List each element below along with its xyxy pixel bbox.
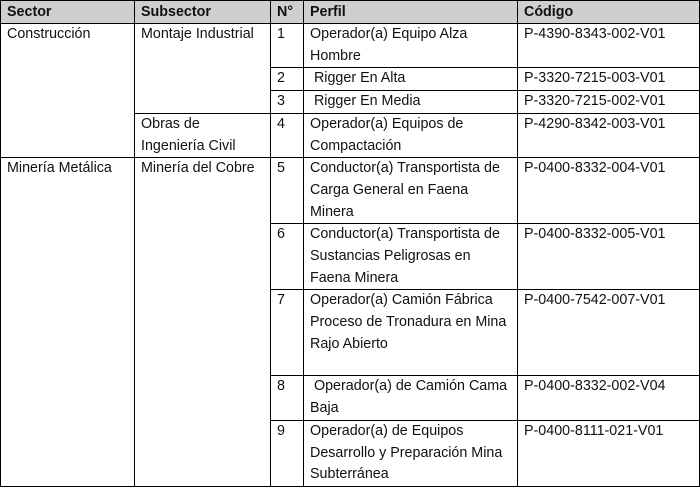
number-cell: 4	[271, 113, 304, 157]
number-cell: 6	[271, 224, 304, 290]
codigo-cell: P-4390-8343-002-V01	[518, 24, 700, 68]
header-number: N°	[271, 1, 304, 24]
codigo-cell: P-0400-8111-021-V01	[518, 420, 700, 486]
perfil-cell: Rigger En Media	[304, 91, 518, 114]
perfil-cell: Conductor(a) Transportista de Sustancias Peligrosas en Faena Minera	[304, 224, 518, 290]
number-cell: 5	[271, 158, 304, 224]
header-subsector: Subsector	[135, 1, 271, 24]
number-cell: 9	[271, 420, 304, 486]
perfil-cell: Operador(a) de Camión Cama Baja	[304, 376, 518, 420]
sector-cell: Construcción	[1, 24, 135, 158]
header-perfil: Perfil	[304, 1, 518, 24]
number-cell: 7	[271, 290, 304, 376]
header-sector: Sector	[1, 1, 135, 24]
subsector-cell: Obras de Ingeniería Civil	[135, 113, 271, 157]
codigo-cell: P-3320-7215-002-V01	[518, 91, 700, 114]
header-codigo: Código	[518, 1, 700, 24]
codigo-cell: P-0400-8332-004-V01	[518, 158, 700, 224]
codigo-cell: P-3320-7215-003-V01	[518, 68, 700, 91]
perfil-cell: Operador(a) Camión Fábrica Proceso de Tronadura en Mina Rajo Abierto	[304, 290, 518, 376]
perfil-cell: Operador(a) de Equipos Desarrollo y Preparación Mina Subterránea	[304, 420, 518, 486]
perfil-cell: Conductor(a) Transportista de Carga General en Faena Minera	[304, 158, 518, 224]
perfil-cell: Operador(a) Equipos de Compactación	[304, 113, 518, 157]
codigo-cell: P-0400-8332-002-V04	[518, 376, 700, 420]
sector-cell: Minería Metálica	[1, 158, 135, 487]
number-cell: 3	[271, 91, 304, 114]
codigo-cell: P-4290-8342-003-V01	[518, 113, 700, 157]
subsector-cell: Montaje Industrial	[135, 24, 271, 114]
number-cell: 2	[271, 68, 304, 91]
codigo-cell: P-0400-8332-005-V01	[518, 224, 700, 290]
number-cell: 1	[271, 24, 304, 68]
header-row	[1, 1, 700, 24]
codigo-cell: P-0400-7542-007-V01	[518, 290, 700, 376]
perfil-cell: Rigger En Alta	[304, 68, 518, 91]
perfil-cell: Operador(a) Equipo Alza Hombre	[304, 24, 518, 68]
number-cell: 8	[271, 376, 304, 420]
subsector-cell: Minería del Cobre	[135, 158, 271, 487]
table-row	[1, 24, 700, 68]
table-row	[1, 158, 700, 224]
